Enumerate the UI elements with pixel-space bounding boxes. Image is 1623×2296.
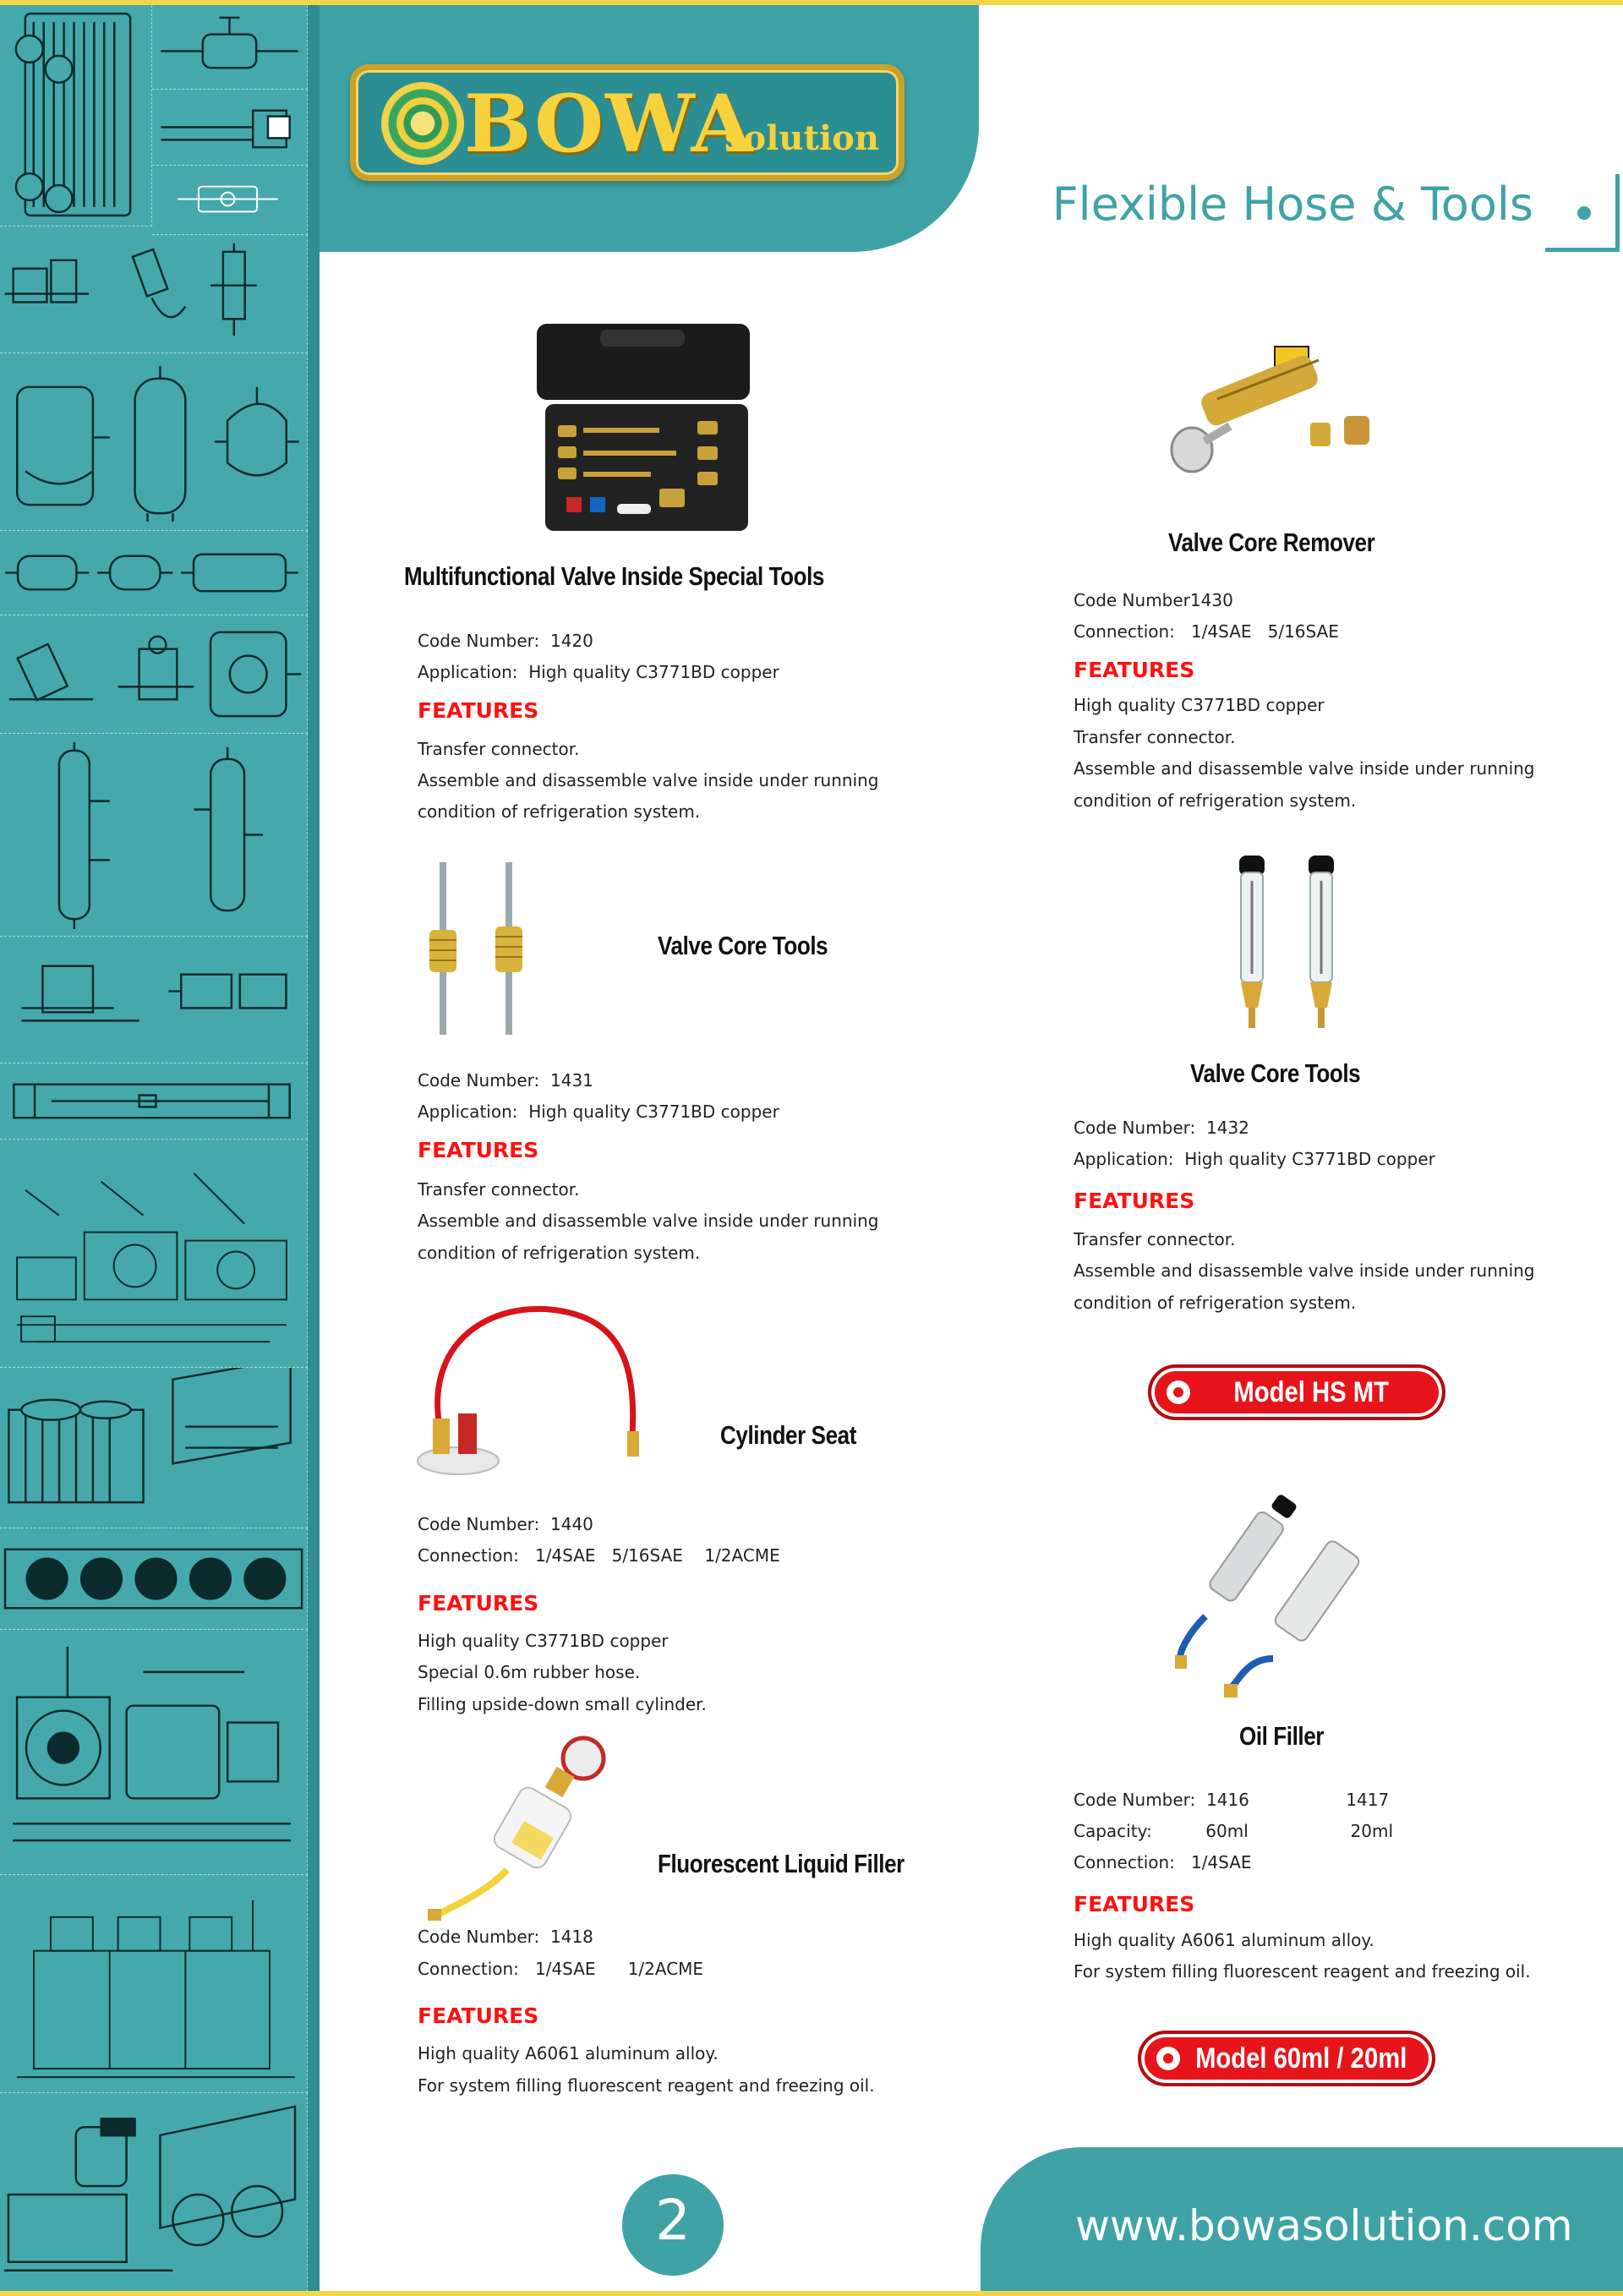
evaporator-icon — [0, 1063, 308, 1140]
features-heading: FEATURES — [418, 1591, 539, 1615]
product-title-valve-core-tools: Valve Core Tools — [658, 931, 828, 960]
stop-valve-icon — [0, 615, 308, 734]
expansion-valve-icon — [0, 235, 308, 353]
feature-line: Transfer connector. — [1074, 727, 1236, 747]
product-line: Code Number: 1440 — [418, 1514, 593, 1534]
product-line: Application: High quality C3771BD copper — [1074, 1149, 1435, 1169]
bottom-accent-line — [0, 2291, 1623, 2296]
air-cooled-condenser-icon — [0, 1368, 308, 1528]
product-line: Application: High quality C3771BD copper — [418, 662, 779, 682]
company-logo — [350, 64, 904, 181]
feature-line: Filling upside-down small cylinder. — [418, 1694, 707, 1714]
features-heading: FEATURES — [1074, 1892, 1195, 1916]
refrigeration-rack-icon — [0, 1630, 308, 1875]
model-60ml-20ml-badge — [1138, 2031, 1435, 2086]
feature-line: High quality C3771BD copper — [1074, 695, 1325, 715]
feature-line: High quality C3771BD copper — [418, 1631, 669, 1651]
filter-drier-icon — [0, 531, 308, 615]
features-heading: FEATURES — [1074, 1189, 1195, 1213]
model-badge-label: Model 60ml / 20ml — [1195, 2042, 1407, 2075]
oil-filler-image — [1172, 1490, 1400, 1701]
feature-line: Assemble and disassemble valve inside under running — [1074, 1260, 1535, 1281]
ball-valve-icon — [152, 5, 308, 90]
product-line: Application: High quality C3771BD copper — [418, 1102, 779, 1122]
feature-line: High quality A6061 aluminum alloy. — [1074, 1930, 1374, 1950]
website-url[interactable]: www.bowasolution.com — [1075, 2201, 1573, 2250]
features-heading: FEATURES — [1074, 658, 1195, 682]
compressor-unit-icon — [0, 1140, 308, 1368]
product-title-multifunctional: Multifunctional Valve Inside Special Tools — [404, 561, 825, 591]
feature-line: For system filling fluorescent reagent and freezing oil. — [418, 2075, 875, 2096]
fluorescent-liquid-filler-image — [423, 1735, 614, 1924]
evaporator-fans-icon — [0, 1528, 308, 1630]
feature-line: Special 0.6m rubber hose. — [418, 1662, 641, 1682]
product-line: Connection: 1/4SAE 5/16SAE — [1074, 621, 1339, 642]
model-badge-label: Model HS MT — [1233, 1376, 1389, 1408]
product-line: Code Number: 1432 — [1074, 1118, 1249, 1138]
page-title: Flexible Hose & Tools — [1052, 178, 1533, 231]
plate-heat-exchanger-icon — [0, 5, 152, 227]
feature-line: Assemble and disassemble valve inside under running — [1074, 758, 1535, 779]
page-number: 2 — [655, 2188, 691, 2253]
tool-kit-case-image — [533, 320, 754, 538]
logo-emblem-icon — [381, 82, 464, 165]
separator-icon — [0, 734, 308, 937]
feature-line: condition of refrigeration system. — [1074, 1293, 1357, 1313]
chiller-icon — [0, 2093, 308, 2291]
product-title-cylinder-seat: Cylinder Seat — [720, 1420, 856, 1450]
product-line: Code Number: 1416 1417 — [1074, 1790, 1390, 1810]
product-line: Capacity: 60ml 20ml — [1074, 1821, 1394, 1841]
product-line: Connection: 1/4SAE 5/16SAE 1/2ACME — [418, 1545, 780, 1566]
product-line: Code Number: 1431 — [418, 1070, 593, 1091]
logo-text: BOWA — [464, 78, 755, 171]
valve-core-tools-1431-image — [423, 862, 549, 1035]
product-line: Connection: 1/4SAE — [1074, 1852, 1252, 1872]
feature-line: High quality A6061 aluminum alloy. — [418, 2043, 719, 2064]
features-heading: FEATURES — [418, 1138, 539, 1162]
product-title-valve-core-tools: Valve Core Tools — [1190, 1058, 1361, 1088]
cylinder-seat-image — [414, 1292, 648, 1478]
product-title-valve-core-remover: Valve Core Remover — [1168, 528, 1375, 557]
feature-line: Transfer connector. — [418, 1179, 580, 1200]
feature-line: condition of refrigeration system. — [418, 801, 701, 822]
scroll-compressor-icon — [0, 353, 308, 531]
multi-compressor-rack-icon — [0, 1875, 308, 2093]
features-heading: FEATURES — [418, 2004, 539, 2028]
feature-line: Transfer connector. — [1074, 1229, 1236, 1249]
feature-line: Assemble and disassemble valve inside under running — [418, 1211, 879, 1231]
valve-core-tools-1432-image — [1229, 856, 1347, 1033]
condensing-unit-icon — [0, 937, 308, 1063]
product-line: Code Number1430 — [1074, 590, 1233, 610]
feature-line: For system filling fluorescent reagent and freezing oil. — [1074, 1961, 1531, 1982]
product-line: Code Number: 1420 — [418, 631, 593, 651]
solenoid-valve-icon — [152, 90, 308, 166]
feature-line: condition of refrigeration system. — [418, 1243, 701, 1263]
logo-subtext: solution — [724, 118, 879, 158]
sidebar-edge-strip — [308, 5, 320, 2291]
features-heading: FEATURES — [418, 698, 539, 723]
equipment-sidebar — [0, 5, 320, 2291]
title-bracket-decoration — [1545, 174, 1620, 252]
product-line: Code Number: 1418 — [418, 1927, 593, 1947]
product-title-fluorescent-liquid-filler: Fluorescent Liquid Filler — [658, 1849, 904, 1878]
page-number-badge — [622, 2174, 724, 2276]
feature-line: Assemble and disassemble valve inside under running — [418, 770, 879, 790]
sight-glass-icon — [152, 166, 308, 235]
product-line: Connection: 1/4SAE 1/2ACME — [418, 1959, 704, 1979]
valve-core-remover-image — [1167, 340, 1396, 484]
model-hs-mt-badge — [1148, 1364, 1445, 1420]
feature-line: Transfer connector. — [418, 739, 580, 759]
product-title-oil-filler: Oil Filler — [1239, 1721, 1324, 1751]
feature-line: condition of refrigeration system. — [1074, 790, 1357, 811]
